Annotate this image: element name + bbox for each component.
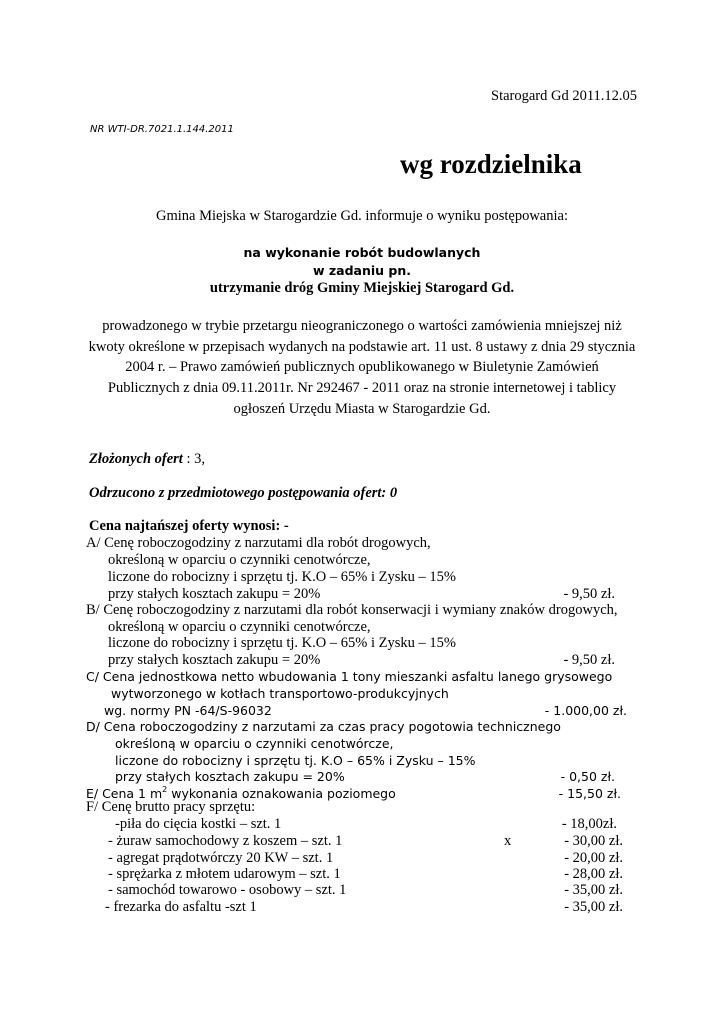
item-d-line-4: przy stałych kosztach zakupu = 20%	[115, 769, 345, 784]
equipment-label-3: - agregat prądotwórczy 20 KW – szt. 1	[108, 850, 334, 866]
item-d-line-3: liczone do robocizny i sprzętu tj. K.O – 65% i Zysku – 15%	[115, 753, 476, 768]
item-a-line-3: liczone do robocizny i sprzętu tj. K.O – 65% i Zysku – 15%	[108, 569, 456, 585]
body-line-2: kwoty określone w przepisach wydanych na podstawie art. 11 ust. 8 ustawy z dnia 29 stycznia	[88, 339, 636, 355]
equipment-amount-3: - 20,00 zł.	[564, 850, 623, 866]
item-e-post: wykonania oznakowania poziomego	[167, 786, 396, 801]
equipment-amount-5: - 35,00 zł.	[564, 882, 623, 898]
equipment-label-5: - samochód towarowo - osobowy – szt. 1	[108, 882, 347, 898]
item-c-line-1: C/ Cena jednostkowa netto wbudowania 1 tony mieszanki asfaltu lanego grysowego	[86, 669, 613, 684]
subject-line-2: w zadaniu pn.	[312, 263, 412, 278]
item-c-line-3: wg. normy PN -64/S-96032	[104, 703, 272, 718]
item-a-line-1: A/ Cenę roboczogodziny z narzutami dla robót drogowych,	[86, 535, 431, 551]
subject-line-3: utrzymanie dróg Gminy Miejskiej Starogard Gd.	[209, 280, 515, 296]
item-d-amount: - 0,50 zł.	[560, 769, 615, 784]
item-b-line-3: liczone do robocizny i sprzętu tj. K.O – 65% i Zysku – 15%	[108, 635, 456, 651]
item-b-line-2: określoną w oparciu o czynniki cenotwórcze,	[108, 619, 371, 635]
item-a-amount: - 9,50 zł.	[563, 586, 615, 602]
equipment-label-2: - żuraw samochodowy z koszem – szt. 1	[108, 833, 343, 849]
subject-line-1: na wykonanie robót budowlanych	[243, 245, 481, 260]
price-heading: Cena najtańszej oferty wynosi: -	[89, 518, 289, 534]
intro-text: Gmina Miejska w Starogardzie Gd. informuje o wyniku postępowania:	[156, 208, 568, 224]
place-date: Starogard Gd 2011.12.05	[491, 88, 638, 104]
reference-number: NR WTI-DR.7021.1.144.2011	[90, 124, 234, 135]
item-c-line-2: wytworzonego w kotłach transportowo-produkcyjnych	[111, 686, 449, 701]
equipment-mark-2: x	[504, 833, 512, 849]
item-b-line-4: przy stałych kosztach zakupu = 20%	[108, 652, 321, 668]
offers-value: : 3,	[182, 451, 205, 467]
item-e-pre: E/ Cena 1 m	[86, 786, 163, 801]
item-a-line-2: określoną w oparciu o czynniki cenotwórcze,	[108, 552, 371, 568]
item-a-line-4: przy stałych kosztach zakupu = 20%	[108, 586, 321, 602]
item-b-amount: - 9,50 zł.	[563, 652, 615, 668]
equipment-amount-1: - 18,00zł.	[561, 816, 617, 832]
body-line-1: prowadzonego w trybie przetargu nieograniczonego o wartości zamówienia mniejszej niż	[102, 318, 622, 334]
item-f-line-1: F/ Cenę brutto pracy sprzętu:	[86, 799, 256, 815]
addressee: wg rozdzielnika	[400, 149, 582, 179]
item-d-line-2: określoną w oparciu o czynniki cenotwórcze,	[115, 736, 394, 751]
item-b-line-1: B/ Cenę roboczogodziny z narzutami dla robót konserwacji i wymiany znaków drogowych,	[86, 602, 618, 618]
offers-label: Złożonych ofert	[89, 451, 183, 467]
equipment-label-6: - frezarka do asfaltu -szt 1	[105, 899, 257, 915]
equipment-amount-2: - 30,00 zł.	[564, 833, 623, 849]
offers-count	[89, 451, 205, 468]
equipment-amount-4: - 28,00 zł.	[564, 866, 623, 882]
body-line-5: ogłoszeń Urzędu Miasta w Starogardzie Gd.	[233, 401, 491, 417]
item-c-amount: - 1.000,00 zł.	[544, 703, 627, 718]
body-line-3: 2004 r. – Prawo zamówień publicznych opublikowanego w Biuletynie Zamówień	[125, 359, 599, 375]
item-d-line-1: D/ Cena roboczogodziny z narzutami za czas pracy pogotowia technicznego	[86, 719, 561, 734]
item-e-amount: - 15,50 zł.	[558, 786, 621, 801]
item-e-superscript: 2	[162, 785, 168, 794]
equipment-amount-6: - 35,00 zł.	[564, 899, 623, 915]
equipment-label-4: - sprężarka z młotem udarowym – szt. 1	[108, 866, 341, 882]
equipment-label-1: -piła do cięcia kostki – szt. 1	[115, 816, 282, 832]
body-line-4: Publicznych z dnia 09.11.2011r. Nr 292467 - 2011 oraz na stronie internetowej i tablicy	[107, 380, 617, 396]
rejected-offers: Odrzucono z przedmiotowego postępowania ofert: 0	[89, 485, 398, 501]
